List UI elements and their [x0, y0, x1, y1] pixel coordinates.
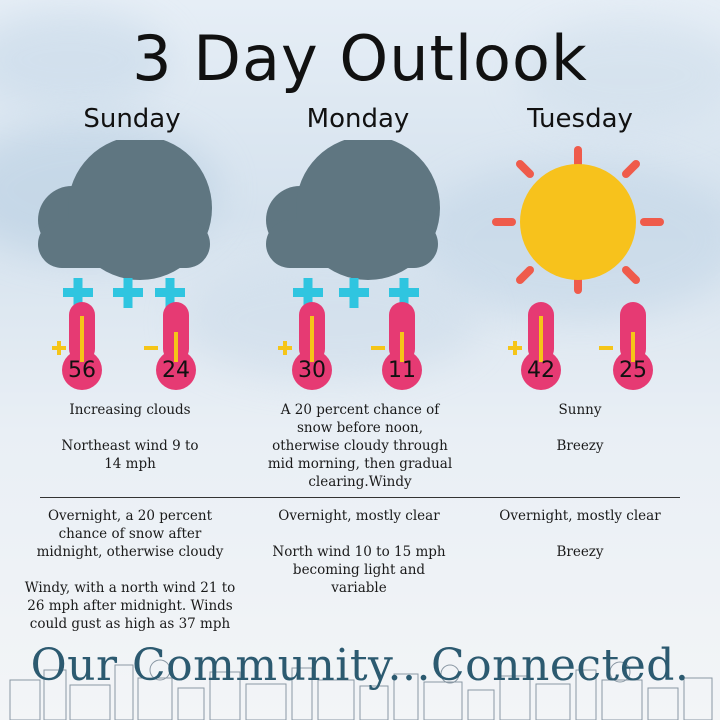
low-temp-tuesday: 25: [619, 358, 647, 383]
sun-disc: [520, 164, 636, 280]
night-forecast-monday: [254, 507, 464, 615]
cloud-icon: [266, 140, 440, 280]
night-forecast-tuesday: [470, 507, 690, 579]
day-forecast-monday: [262, 401, 458, 509]
cloud-snow-icon: [238, 140, 478, 400]
forecast-line: Overnight, mostly clear: [278, 508, 440, 524]
forecast-line: Breezy: [556, 438, 604, 454]
forecast-line: Overnight, mostly clear: [499, 508, 661, 524]
cloud-icon: [38, 140, 212, 280]
night-forecast-sunday: [18, 507, 242, 651]
high-temp-tuesday: 42: [527, 358, 555, 383]
day-forecast-tuesday: [470, 401, 690, 473]
cloud-snow-icon: [10, 140, 250, 400]
low-temp-monday: 11: [388, 358, 416, 383]
forecast-line: Overnight, a 20 percent chance of snow after midnight, otherwise cloudy: [36, 508, 224, 560]
forecast-line: A 20 percent chance of snow before noon, otherwise cloudy through mid morning, then gradual clearing.Windy: [267, 402, 453, 490]
day-forecast-sunday: [20, 401, 240, 491]
forecast-line: Northeast wind 9 to 14 mph: [61, 438, 199, 472]
day-name-tuesday: Tuesday: [527, 104, 633, 134]
forecast-line: Increasing clouds: [69, 402, 191, 418]
forecast-line: Sunny: [558, 402, 602, 418]
brand-slogan: Our Community...Connected.: [30, 640, 690, 691]
page-title: 3 Day Outlook: [132, 22, 588, 95]
divider: [40, 497, 680, 498]
forecast-line: Windy, with a north wind 21 to 26 mph after midnight. Winds could gust as high as 37 mph: [24, 580, 236, 632]
forecast-line: North wind 10 to 15 mph becoming light and variable: [272, 544, 446, 596]
day-name-monday: Monday: [306, 104, 410, 134]
high-temp-monday: 30: [298, 358, 326, 383]
high-temp-sunday: 56: [68, 358, 96, 383]
day-name-sunday: Sunday: [83, 104, 181, 134]
sun-icon: [458, 140, 698, 400]
forecast-line: Breezy: [556, 544, 604, 560]
low-temp-sunday: 24: [162, 358, 190, 383]
